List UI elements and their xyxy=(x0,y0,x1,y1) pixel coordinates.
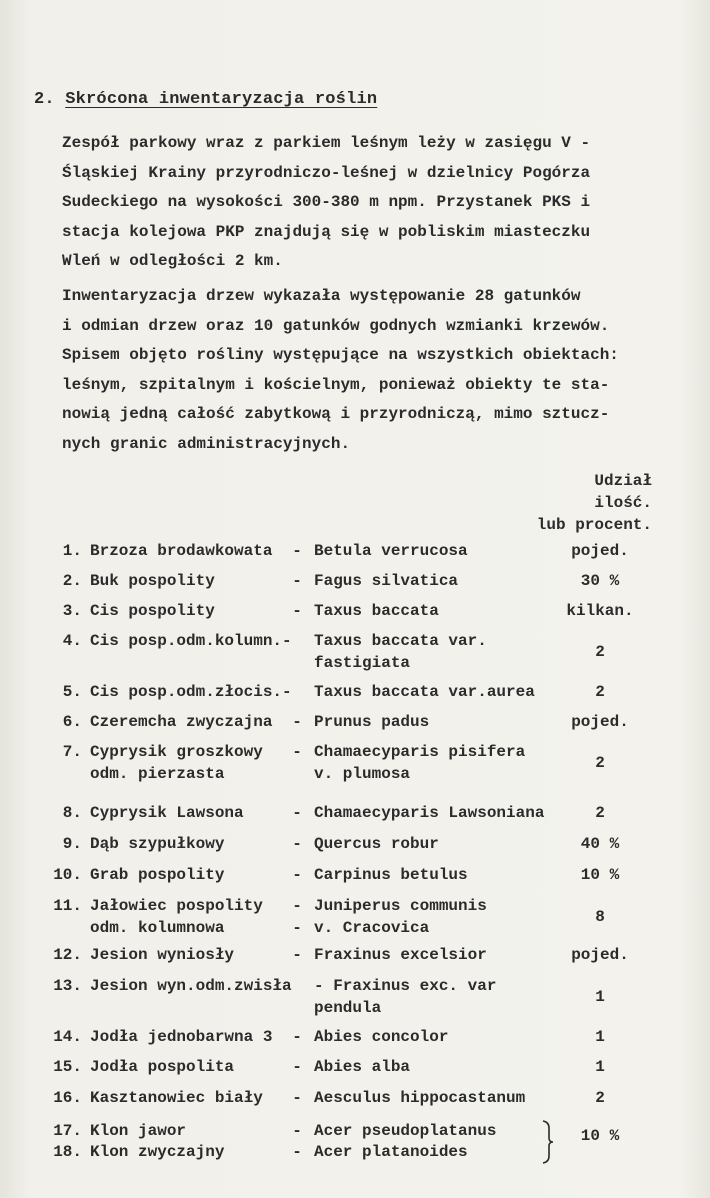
amount-value: pojed. xyxy=(571,946,629,964)
latin-name xyxy=(314,1026,574,1048)
dash-separator-line: - xyxy=(292,1089,302,1107)
polish-name xyxy=(90,540,300,562)
latin-name xyxy=(314,975,574,1019)
polish-name xyxy=(90,600,300,622)
dash-separator-line: - xyxy=(292,1122,302,1140)
dash-separator-line xyxy=(290,975,304,997)
polish-name-line: Czeremcha zwyczajna xyxy=(90,713,273,731)
polish-name-line: Cis pospolity xyxy=(90,602,215,620)
polish-name xyxy=(90,802,300,824)
dash-separator-line: - xyxy=(292,866,302,884)
polish-name xyxy=(90,570,300,592)
header-line-1: Udział xyxy=(594,472,652,490)
polish-name-line: Jesion wyn.odm.zwisła xyxy=(90,977,292,995)
row-number: 11. xyxy=(53,897,82,915)
dash-separator-line: - xyxy=(292,1143,302,1161)
latin-name xyxy=(314,1141,574,1163)
polish-name-line: Jodła pospolita xyxy=(90,1058,235,1076)
polish-name xyxy=(90,975,300,997)
polish-name xyxy=(90,681,300,703)
latin-name-line: Juniperus communis xyxy=(314,897,487,915)
row-number: 6. xyxy=(62,713,82,731)
row-number: 12. xyxy=(53,946,82,964)
latin-name xyxy=(314,681,574,703)
dash-separator xyxy=(290,802,304,824)
paragraph-inventory xyxy=(62,282,652,459)
dash-separator xyxy=(290,1141,304,1163)
row-number: 18. xyxy=(53,1143,82,1161)
latin-name-line: v. plumosa xyxy=(314,765,411,783)
paragraph-location-line: Zespół parkowy wraz z parkiem leśnym leży w zasięgu V - xyxy=(62,134,591,152)
row-number: 8. xyxy=(62,804,82,822)
latin-name-line: v. Cracovica xyxy=(314,919,430,937)
dash-separator-line: - xyxy=(292,542,302,560)
dash-separator-line: - xyxy=(292,572,302,590)
latin-name xyxy=(314,741,574,785)
latin-name xyxy=(314,600,574,622)
polish-name xyxy=(90,1026,300,1048)
paragraph-inventory-line: Inwentaryzacja drzew wykazała występowanie 28 gatunków xyxy=(62,287,581,305)
amount-value: pojed. xyxy=(571,542,629,560)
dash-separator xyxy=(290,975,304,997)
latin-name-line: pendula xyxy=(314,999,382,1017)
paragraph-inventory-line: leśnym, szpitalnym i kościelnym, ponieważ obiekty te sta- xyxy=(62,375,610,394)
paragraph-inventory-line: nowią jedną całość zabytkową i przyrodniczą, mimo sztucz- xyxy=(62,405,610,423)
dash-separator xyxy=(290,1026,304,1048)
polish-name xyxy=(90,711,300,733)
latin-name-line: - Fraxinus exc. var xyxy=(314,977,497,995)
polish-name-line: Cyprysik Lawsona xyxy=(90,804,244,822)
amount-value: kilkan. xyxy=(566,602,634,620)
section-heading xyxy=(34,90,377,109)
latin-name-line: Carpinus betulus xyxy=(314,866,468,884)
latin-name-line: Acer platanoides xyxy=(314,1143,468,1161)
polish-name xyxy=(90,895,300,939)
dash-separator-line xyxy=(290,681,304,703)
latin-name-line: Abies concolor xyxy=(314,1028,449,1046)
row-number: 2. xyxy=(62,572,82,590)
latin-name-line: Fagus silvatica xyxy=(314,572,459,590)
dash-separator-line: - xyxy=(292,713,302,731)
latin-name-line: fastigiata xyxy=(314,654,411,672)
polish-name xyxy=(90,1056,300,1078)
dash-separator-line xyxy=(290,630,304,652)
dash-separator-line: - xyxy=(292,897,302,915)
latin-name xyxy=(314,570,574,592)
latin-name xyxy=(314,833,574,855)
polish-name xyxy=(90,741,300,785)
amount-value: 40 % xyxy=(580,835,620,853)
amount-value: 2 xyxy=(595,754,605,772)
row-number: 9. xyxy=(62,835,82,853)
row-number: 5. xyxy=(62,683,82,701)
dash-separator-line: - xyxy=(292,743,302,761)
polish-name xyxy=(90,1087,300,1109)
section-title: Skrócona inwentaryzacja roślin xyxy=(65,90,378,109)
polish-name-line: Cyprysik groszkowy xyxy=(90,743,263,761)
amount-value: 1 xyxy=(595,988,605,1006)
polish-name-line: Jodła jednobarwna 3 xyxy=(90,1028,273,1046)
row-number: 15. xyxy=(53,1058,82,1076)
dash-separator-line: - xyxy=(292,602,302,620)
dash-separator xyxy=(290,540,304,562)
row-number: 1. xyxy=(62,542,82,560)
group-amount: 10 % xyxy=(580,1127,620,1145)
latin-name xyxy=(314,864,574,886)
amount-value: 2 xyxy=(595,1089,605,1107)
paragraph-inventory-line: nych granic administracyjnych. xyxy=(62,434,351,453)
row-number: 10. xyxy=(53,866,82,884)
dash-separator xyxy=(290,1087,304,1109)
amount-value: 1 xyxy=(595,1028,605,1046)
paragraph-inventory-line: Spisem objęto rośliny występujące na wszystkich obiektach: xyxy=(62,346,619,364)
latin-name xyxy=(314,895,574,939)
dash-separator xyxy=(290,895,304,939)
latin-name xyxy=(314,1087,574,1109)
latin-name xyxy=(314,1056,574,1078)
polish-name xyxy=(90,864,300,886)
grouping-brace xyxy=(542,1120,552,1162)
paragraph-location-line: Wleń w odległości 2 km. xyxy=(62,252,283,270)
latin-name-line: Betula verrucosa xyxy=(314,542,468,560)
dash-separator xyxy=(290,711,304,733)
polish-name-line: Cis posp.odm.złocis.- xyxy=(90,683,292,701)
header-line-2: ilość. xyxy=(594,494,652,512)
paragraph-location-line: Śląskiej Krainy przyrodniczo-leśnej w dzielnicy Pogórza xyxy=(62,163,591,182)
polish-name-line: Cis posp.odm.kolumn.- xyxy=(90,632,292,650)
dash-separator xyxy=(290,944,304,966)
dash-separator-line: - xyxy=(292,919,302,937)
latin-name-line: Taxus baccata xyxy=(314,602,439,620)
paragraph-inventory-line: i odmian drzew oraz 10 gatunków godnych wzmianki krzewów. xyxy=(62,316,610,335)
dash-separator xyxy=(290,600,304,622)
dash-separator xyxy=(290,1056,304,1078)
header-line-3: lub procent. xyxy=(536,516,652,534)
polish-name xyxy=(90,1120,300,1142)
polish-name-line: Klon zwyczajny xyxy=(90,1143,225,1161)
polish-name-line: Brzoza brodawkowata xyxy=(90,542,273,560)
row-number: 17. xyxy=(53,1122,82,1140)
dash-separator-line: - xyxy=(292,804,302,822)
dash-separator xyxy=(290,570,304,592)
polish-name xyxy=(90,833,300,855)
latin-name-line: Fraxinus excelsior xyxy=(314,946,487,964)
latin-name xyxy=(314,630,574,674)
row-number: 3. xyxy=(62,602,82,620)
dash-separator xyxy=(290,864,304,886)
row-number: 14. xyxy=(53,1028,82,1046)
latin-name-line: Chamaecyparis pisifera xyxy=(314,743,526,761)
dash-separator xyxy=(290,681,304,703)
paragraph-location-line: stacja kolejowa PKP znajdują się w pobliskim miasteczku xyxy=(62,222,591,241)
polish-name xyxy=(90,630,300,652)
paragraph-location xyxy=(62,129,652,277)
latin-name-line: Prunus padus xyxy=(314,713,430,731)
latin-name xyxy=(314,711,574,733)
polish-name-line: Buk pospolity xyxy=(90,572,215,590)
polish-name-line: Grab pospolity xyxy=(90,866,225,884)
latin-name-line: Quercus robur xyxy=(314,835,439,853)
dash-separator xyxy=(290,741,304,763)
section-number: 2. xyxy=(34,90,55,109)
latin-name-line: Taxus baccata var. xyxy=(314,632,487,650)
dash-separator-line: - xyxy=(292,1058,302,1076)
dash-separator-line: - xyxy=(292,835,302,853)
latin-name-line: Acer pseudoplatanus xyxy=(314,1122,497,1140)
amount-value: 8 xyxy=(595,908,605,926)
dash-separator-line: - xyxy=(292,1028,302,1046)
latin-name xyxy=(314,540,574,562)
latin-name-line: Chamaecyparis Lawsoniana xyxy=(314,804,545,822)
amount-value: 2 xyxy=(595,643,605,661)
amount-value: 2 xyxy=(595,804,605,822)
latin-name-line: Taxus baccata var.aurea xyxy=(314,683,535,701)
latin-name-line: Aesculus hippocastanum xyxy=(314,1089,526,1107)
amount-value: pojed. xyxy=(571,713,629,731)
latin-name xyxy=(314,802,574,824)
row-number: 16. xyxy=(53,1089,82,1107)
amount-column-header xyxy=(500,470,652,536)
dash-separator-line: - xyxy=(292,946,302,964)
polish-name-line: Jesion wyniosły xyxy=(90,946,235,964)
dash-separator xyxy=(290,833,304,855)
latin-name xyxy=(314,1120,574,1142)
row-number: 7. xyxy=(62,743,82,761)
polish-name-line: odm. pierzasta xyxy=(90,765,225,783)
amount-value: 10 % xyxy=(580,866,620,884)
row-number: 13. xyxy=(53,977,82,995)
amount-value: 1 xyxy=(595,1058,605,1076)
polish-name-line: odm. kolumnowa xyxy=(90,919,225,937)
latin-name xyxy=(314,944,574,966)
row-number: 4. xyxy=(62,632,82,650)
paragraph-location-line: Sudeckiego na wysokości 300-380 m npm. Przystanek PKS i xyxy=(62,193,591,211)
polish-name-line: Klon jawor xyxy=(90,1122,187,1140)
amount-value: 2 xyxy=(595,683,605,701)
polish-name xyxy=(90,944,300,966)
dash-separator xyxy=(290,1120,304,1142)
polish-name-line: Kasztanowiec biały xyxy=(90,1089,263,1107)
polish-name-line: Dąb szypułkowy xyxy=(90,835,225,853)
amount-value: 30 % xyxy=(580,572,620,590)
polish-name-line: Jałowiec pospolity xyxy=(90,897,263,915)
polish-name xyxy=(90,1141,300,1163)
dash-separator xyxy=(290,630,304,652)
latin-name-line: Abies alba xyxy=(314,1058,411,1076)
